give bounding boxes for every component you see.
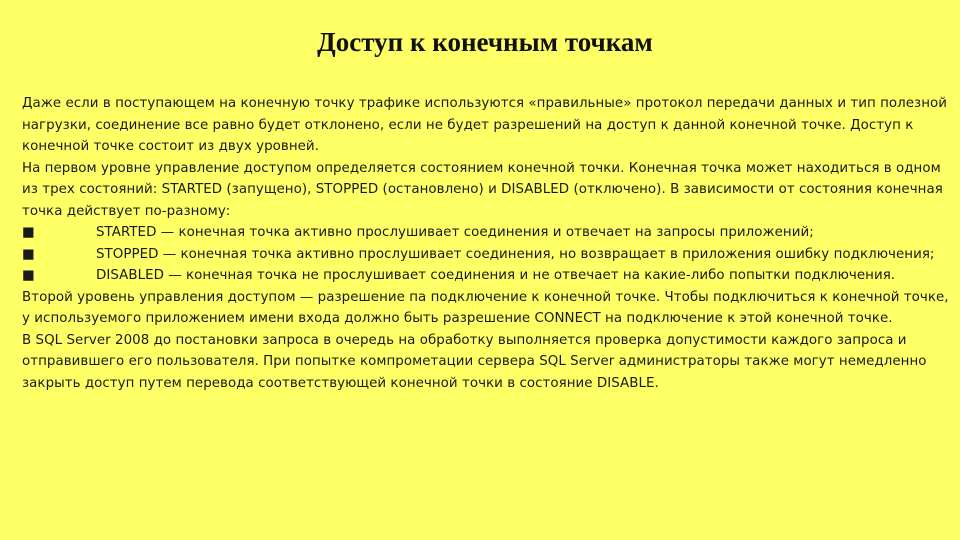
paragraph-first-level: На первом уровне управление доступом определяется состоянием конечной точки. Конечная точка может находиться в одном из трех состояний: STARTED (запущено), STOPPED (остановлено) и DISABLED (отключено). В зависимости от состояния конечная точка действует по-разному: bbox=[22, 160, 943, 219]
paragraph-second-level: Второй уровень управления доступом — разрешение па подключение к конечной точке. Чтобы подключиться к конечной точке, у используемого приложением имени входа должно быть разрешение CONNECT на подключение к этой конечной точке. bbox=[22, 289, 949, 326]
paragraph-intro: Даже если в поступающем на конечную точку трафике используются «правильные» протокол передачи данных и тип полезной нагрузки, соединение все равно будет отклонено, если не будет разрешений на доступ к данной конечной точке. Доступ к конечной точке состоит из двух уровней. bbox=[22, 96, 948, 154]
paragraph-sql-server: В SQL Server 2008 до постановки запроса в очередь на обработку выполняется проверка допустимости каждого запроса и отправившего его пользователя. При попытке компрометации сервера SQL Server администраторы также могут немедленно закрыть доступ путем перевода соответствующей конечной точки в состояние DISABLE. bbox=[22, 332, 927, 391]
bullet-item-disabled bbox=[22, 265, 952, 287]
bullet-marker: ■ bbox=[22, 246, 35, 262]
bullet-text: STARTED — конечная точка активно прослушивает соединения и отвечает на запросы приложений; bbox=[96, 225, 814, 240]
bullet-item-stopped bbox=[22, 244, 952, 266]
slide-body bbox=[22, 93, 952, 394]
bullet-marker: ■ bbox=[22, 268, 35, 283]
bullet-text: STOPPED — конечная точка активно прослушивает соединения, но возвращает в приложения ошибку подключения; bbox=[96, 246, 935, 262]
bullet-text: DISABLED — конечная точка не прослушивает соединения и не отвечает на какие-либо попытки подключения. bbox=[96, 268, 896, 283]
slide-title: Доступ к конечным точкам bbox=[317, 27, 653, 57]
bullet-item-started bbox=[22, 222, 952, 244]
bullet-marker: ■ bbox=[22, 225, 35, 240]
